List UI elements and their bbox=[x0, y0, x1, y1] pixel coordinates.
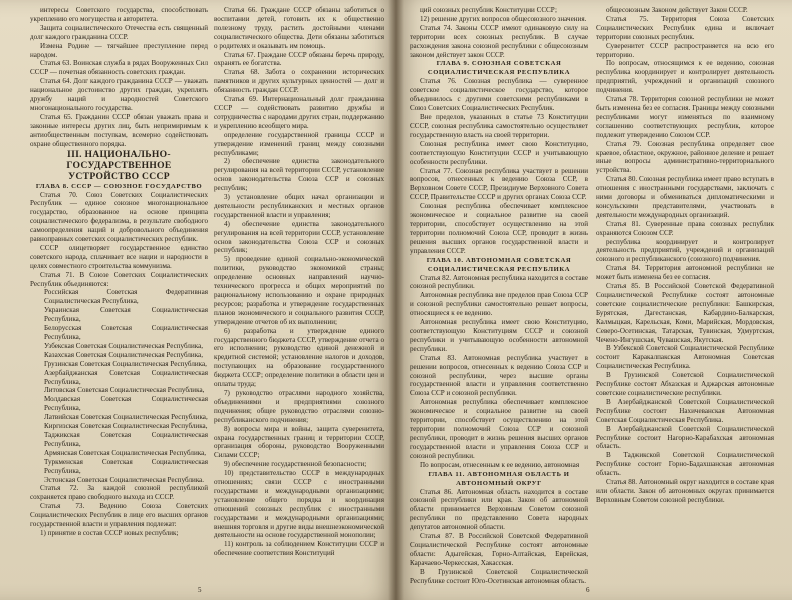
left-column-1 bbox=[30, 6, 208, 574]
chapter-10-title: ГЛАВА 10. АВТОНОМНАЯ СОВЕТСКАЯ СОЦИАЛИСТИЧЕСКАЯ РЕСПУБЛИКА bbox=[426, 256, 572, 273]
list-item: Узбекская Советская Социалистическая Республика, bbox=[44, 341, 204, 350]
list-item: Молдавская Советская Социалистическая Республика, bbox=[44, 395, 208, 413]
list-item: Белорусская Советская Социалистическая Республика, bbox=[44, 324, 208, 341]
list-item: Армянская Советская Социалистическая Республика, bbox=[44, 448, 207, 457]
paragraph: интересы Советского государства, способствовать укреплению его могущества и авторитета. bbox=[30, 6, 208, 23]
list-item: Туркменская Советская Социалистическая Республика, bbox=[44, 457, 208, 475]
paragraph: По вопросам, относящимся к ее ведению, союзная республика координирует и контролирует деятельность предприятий, учреждений и организаций союзного подчинения. bbox=[596, 59, 774, 95]
article-65: Статья 65. Гражданин СССР обязан уважать права и законные интересы других лиц, быть непримиримым к антиобщественным поступкам, всемерно содействовать охране общественного порядка. bbox=[30, 112, 208, 148]
chapter-8-title: ГЛАВА 8. СССР — СОЮЗНОЕ ГОСУДАРСТВО bbox=[35, 182, 203, 190]
paragraph: В Грузинской Советской Социалистической Республике состоят Абхазская и Аджарская автономные советские социалистические республики. bbox=[596, 371, 774, 397]
list-item: Таджикская Советская Социалистическая Республика, bbox=[44, 430, 208, 448]
chapter-9-title: ГЛАВА 9. СОЮЗНАЯ СОВЕТСКАЯ СОЦИАЛИСТИЧЕСКАЯ РЕСПУБЛИКА bbox=[427, 60, 571, 77]
article-73: Статья 73. Ведению Союза Советских Социалистических Республик в лице его высших органов государственной власти и управления подлежат: bbox=[30, 502, 208, 529]
article-77: Статья 77. Союзная республика участвует в решении вопросов, отнесенных к ведению Союза ССР, в Верховном Совете СССР, Президиуме Верховного Совета СССР, Правительстве СССР и других органах Союза ССР. bbox=[410, 166, 588, 202]
paragraph: 10) представительство СССР в международных отношениях; связи СССР с иностранными государствами и международными организациями; установление общего порядка и координация отношений союзных республик с иностранными государствами и международными организациями; внешняя торговля и другие виды внешнеэкономической деятельности на основе государственной монополии; bbox=[214, 469, 384, 540]
right-column-1 bbox=[410, 6, 588, 585]
article-80: Статья 80. Союзная республика имеет право вступать в отношения с иностранными государствами, заключать с ними договоры и обмениваться дипломатическими и консульскими представителями, участвовать в деятельности международных организаций. bbox=[596, 175, 774, 219]
paragraph: СССР олицетворяет государственное единство советского народа, сплачивает все нации и народности в целях совместного строительства коммунизма. bbox=[30, 243, 208, 270]
list-item: Литовская Советская Социалистическая Республика, bbox=[44, 386, 205, 395]
paragraph: Союзная республика обеспечивает комплексное экономическое и социальное развитие на своей территории, способствует осуществлению на этой территории полномочий Союза ССР, проводит в жизнь решения высших органов государственной власти и управления СССР. bbox=[410, 202, 588, 255]
paragraph: общесоюзным Законом действует Закон СССР. bbox=[606, 6, 748, 14]
chapter-11-title: ГЛАВА 11. АВТОНОМНАЯ ОБЛАСТЬ И АВТОНОМНЫЙ ОКРУГ bbox=[428, 470, 570, 487]
paragraph: 1) принятие в состав СССР новых республик; bbox=[40, 528, 179, 537]
list-item: Грузинская Советская Социалистическая Республика, bbox=[44, 359, 207, 368]
paragraph: 7) руководство отраслями народного хозяйства, объединениями и предприятиями союзного подчинения; общее руководство отраслями союзно-республиканского подчинения; bbox=[214, 388, 384, 424]
article-75: Статья 75. Территория Союза Советских Социалистических Республик едина и включает территории союзных республик. bbox=[596, 14, 774, 41]
paragraph: Защита социалистического Отечества есть священный долг каждого гражданина СССР. bbox=[30, 23, 208, 41]
article-87: Статья 87. В Российской Советской Федеративной Социалистической Республике состоят автономные области: Адыгейская, Горно-Алтайская, Еврейская, Карачаево-Черкесская, Хакасская. bbox=[410, 532, 588, 567]
article-69: Статья 69. Интернациональный долг гражданина СССР — содействовать развитию дружбы и сотрудничества с народами других стран, поддержанию и укреплению всеобщего мира. bbox=[214, 95, 384, 130]
paragraph: В Грузинской Советской Социалистической Республике состоит Юго-Осетинская автономная область. bbox=[410, 567, 588, 585]
page-number: 6 bbox=[586, 586, 590, 594]
paragraph: 11) контроль за соблюдением Конституции СССР и обеспечение соответствия Конституций bbox=[214, 540, 384, 558]
paragraph: Автономная республика обеспечивает комплексное экономическое и социальное развитие на своей территории, способствует осуществлению на этой территории полномочий Союза ССР и союзной республики, проводит в жизнь решения высших органов государственной власти и управления Союза ССР и союзной республики. bbox=[410, 398, 588, 460]
article-66: Статья 66. Граждане СССР обязаны заботиться о воспитании детей, готовить их к общественно полезному труду, растить достойными членами социалистического общества. Дети обязаны заботиться о родителях и оказывать им помощь. bbox=[214, 6, 384, 50]
paragraph: определение государственной границы СССР и утверждение изменений границ между союзными республиками; bbox=[214, 130, 384, 157]
article-72: Статья 72. За каждой союзной республикой сохраняется право свободного выхода из СССР. bbox=[30, 484, 208, 502]
list-item: Азербайджанская Советская Социалистическая Республика, bbox=[44, 368, 208, 386]
section-title: III. НАЦИОНАЛЬНО-ГОСУДАРСТВЕННОЕ УСТРОЙСТВО СССР bbox=[66, 148, 172, 182]
list-item: Эстонская Советская Социалистическая Республика. bbox=[44, 475, 205, 484]
republic-list bbox=[30, 288, 208, 484]
paragraph: 9) обеспечение государственной безопасности; bbox=[224, 460, 367, 469]
paragraph: 8) вопросы мира и войны, защита суверенитета, охрана государственных границ и территории СССР, организация обороны, руководство Вооруженными Силами СССР; bbox=[214, 424, 384, 460]
paragraph: Союзная республика имеет свою Конституцию, соответствующую Конституции СССР и учитывающую особенности республики. bbox=[410, 139, 588, 166]
paragraph: Измена Родине — тягчайшее преступление перед народом. bbox=[30, 41, 208, 59]
paragraph: 5) проведение единой социально-экономической политики, руководство экономикой страны; определение основных направлений научно-технического прогресса и общих мероприятий по рациональному использованию и охране природных ресурсов; разработка и утверждение государственных планов экономического и социального развития СССР, утверждение отчетов об их выполнении; bbox=[214, 255, 384, 326]
paragraph: В Азербайджанской Советской Социалистической Республике состоит Нагорно-Карабахская автономная область. bbox=[596, 424, 774, 451]
paragraph: ций союзных республик Конституции СССР; bbox=[420, 6, 557, 14]
paragraph: 12) решение других вопросов общесоюзного значения. bbox=[420, 14, 587, 23]
article-74: Статья 74. Законы СССР имеют одинаковую силу на территории всех союзных республик. В случае расхождения закона союзной республики с общесоюзным законом действует закон СССР. bbox=[410, 23, 588, 59]
article-67: Статья 67. Граждане СССР обязаны беречь природу, охранять ее богатства. bbox=[214, 50, 384, 68]
article-76: Статья 76. Союзная республика — суверенное советское социалистическое государство, которое объединилось с другими советскими республиками в Союз Советских Социалистических Республик. bbox=[410, 77, 588, 113]
article-83: Статья 83. Автономная республика участвует в решении вопросов, отнесенных к ведению Союза ССР и союзной республики, через высшие органы государственной власти и управления соответственно Союза ССР и союзной республики. bbox=[410, 353, 588, 398]
list-item: Украинская Советская Социалистическая Республика, bbox=[44, 306, 208, 324]
article-78: Статья 78. Территория союзной республики не может быть изменена без ее согласия. Границы между союзными республиками могут изменяться по взаимному соглашению соответствующих республик, которое подлежит утверждению Союзом ССР. bbox=[596, 95, 774, 139]
article-68: Статья 68. Забота о сохранении исторических памятников и других культурных ценностей — долг и обязанность граждан СССР. bbox=[214, 68, 384, 95]
article-79: Статья 79. Союзная республика определяет свое краевое, областное, окружное, районное деление и решает иные вопросы административно-территориального устройства. bbox=[596, 139, 774, 175]
page-number: 5 bbox=[198, 586, 202, 594]
list-item: Киргизская Советская Социалистическая Республика, bbox=[44, 422, 208, 431]
paragraph: Автономная республика имеет свою Конституцию, соответствующую Конституциям СССР и союзной республики и учитывающую особенности автономной республики. bbox=[410, 318, 588, 353]
article-81: Статья 81. Суверенные права союзных республик охраняются Союзом ССР. bbox=[596, 219, 774, 237]
paragraph: Вне пределов, указанных в статье 73 Конституции СССР, союзная республика самостоятельно осуществляет государственную власть на своей территории. bbox=[410, 113, 588, 139]
article-64: Статья 64. Долг каждого гражданина СССР — уважать национальное достоинство других граждан, укреплять дружбу наций и народностей Советского многонационального государства. bbox=[30, 77, 208, 112]
article-88: Статья 88. Автономный округ находится в составе края или области. Закон об автономных округах принимается Верховным Советом союзной республики. bbox=[596, 478, 774, 504]
book-fold bbox=[388, 0, 404, 600]
paragraph: В Узбекской Советской Социалистической Республике состоит Каракалпакская Автономная Советская Социалистическая Республика. bbox=[596, 344, 774, 371]
list-item: Российская Советская Федеративная Социалистическая Республика, bbox=[44, 288, 208, 306]
paragraph: В Таджикской Советской Социалистической Республике состоит Горно-Бадахшанская автономная область. bbox=[596, 451, 774, 478]
right-page bbox=[396, 0, 792, 600]
list-item: Латвийская Советская Социалистическая Республика, bbox=[44, 413, 208, 422]
paragraph: 6) разработка и утверждение единого государственного бюджета СССР, утверждение отчета о его исполнении; руководство единой денежной и кредитной системой; установление налогов и доходов, поступающих на образование государственного бюджета СССР; определение политики в области цен и оплаты труда; bbox=[214, 326, 384, 389]
paragraph: По вопросам, отнесенным к ее ведению, автономная bbox=[420, 460, 580, 469]
article-84: Статья 84. Территория автономной республики не может быть изменена без ее согласия. bbox=[596, 264, 774, 282]
paragraph: В Азербайджанской Советской Социалистической Республике состоит Нахичеванская Автономная Советская Социалистическая Республика. bbox=[596, 397, 774, 424]
paragraph: республика координирует и контролирует деятельность предприятий, учреждений и организаций союзного и республиканского (союзного) подчинения. bbox=[596, 237, 774, 264]
article-63: Статья 63. Воинская служба в рядах Вооруженных Сил СССР — почетная обязанность советских граждан. bbox=[30, 59, 208, 77]
left-column-2 bbox=[214, 6, 384, 574]
list-item: Казахская Советская Социалистическая Республика, bbox=[44, 350, 203, 359]
paragraph: 2) обеспечение единства законодательного регулирования на всей территории СССР, установление основ законодательства Союза ССР и союзных республик; bbox=[214, 157, 384, 193]
article-82: Статья 82. Автономная республика находится в составе союзной республики. bbox=[410, 273, 588, 291]
paragraph: 4) обеспечение единства законодательного регулирования на всей территории СССР, установление основ законодательства Союза ССР и союзных республик; bbox=[214, 219, 384, 255]
paragraph: Суверенитет СССР распространяется на всю его территорию. bbox=[596, 41, 774, 59]
right-column-2 bbox=[596, 6, 774, 574]
paragraph: 3) установление общих начал организации и деятельности республиканских и местных органов государственной власти и управления; bbox=[214, 193, 384, 219]
article-70: Статья 70. Союз Советских Социалистических Республик — единое союзное многонациональное государство, образованное на основе принципа социалистического федерализма, в результате свободного самоопределения наций и добровольного объединения равноправных советских социалистических республик. bbox=[30, 190, 208, 244]
article-71: Статья 71. В Союзе Советских Социалистических Республик объединяются: bbox=[30, 270, 208, 288]
article-85: Статья 85. В Российской Советской Федеративной Социалистической Республике состоят автономные советские социалистические республики: Башкирская, Бурятская, Дагестанская, Кабардино-Балкарская, Калмыцкая, Карельская, Коми, Марийская, Мордовская, Северо-Осетинская, Татарская, Тувинская, Удмуртская, Чечено-Ингушская, Чувашская, Якутская. bbox=[596, 282, 774, 344]
article-86: Статья 86. Автономная область находится в составе союзной республики или края. Закон об автономной области принимается Верховным Советом союзной республики по представлению Совета народных депутатов автономной области. bbox=[410, 487, 588, 532]
paragraph: Автономная республика вне пределов прав Союза ССР и союзной республики самостоятельно решает вопросы, относящиеся к ее ведению. bbox=[410, 291, 588, 318]
